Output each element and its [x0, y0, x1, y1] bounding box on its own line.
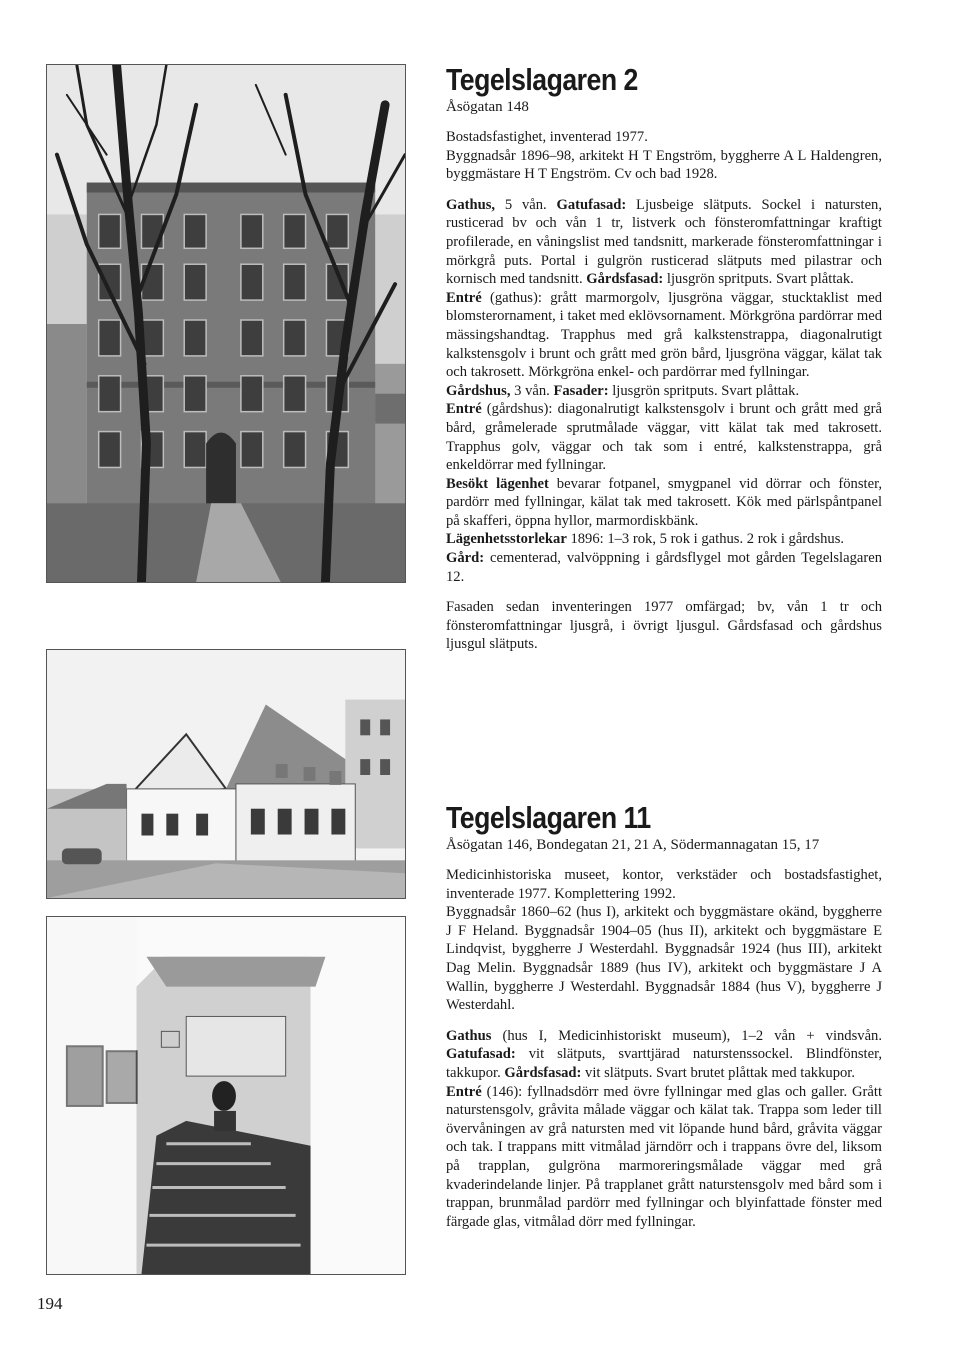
entre-paragraph	[446, 289, 882, 382]
label: Gårdshus,	[446, 382, 511, 399]
text: (gårdshus): diagonalrutigt kalkstensgolv i brunt och grått med grå bård, gråmelerade sprutmålade väggar, vitt kälat tak med takrosett. Trapphus golv, väggar och tak som i entré, kalkstenstrappa, grå enkeldörrar med fyllningar.	[446, 401, 882, 474]
text: cementerad, valvöppning i gårdsflygel mot gården Tegelslagaren 12.	[446, 550, 882, 585]
gardshus-paragraph	[446, 382, 882, 401]
photo-building-facade	[46, 64, 406, 583]
intro-line: Byggnadsår 1896–98, arkitekt H T Engström, byggherre A L Haldengren, byggmästare H T Engström. Cv och bad 1928.	[446, 147, 882, 183]
label: Gård:	[446, 550, 485, 567]
label: Entré	[446, 289, 482, 306]
page-number: 194	[37, 1294, 63, 1313]
besokt-paragraph	[446, 475, 882, 531]
intro-line: Byggnadsår 1860–62 (hus I), arkitekt och byggmästare okänd, byggherre J F Heland. Byggnadsår 1904–05 (hus II), arkitekt och byggmästare E Lindqvist, byggherre J Westerdahl. Byggnadsår 1924 (hus III), arkitekt Dag Melin. Byggnadsår 1889 (hus IV), arkitekt och byggmästare J A Wallin, byggherre J Westerdahl. Byggnadsår 1884 (hus V), byggherre J Westerdahl.	[446, 904, 882, 1014]
note-paragraph: Fasaden sedan inventeringen 1977 omfärgad; bv, vån 1 tr och fönsteromfattningar ljusgrå, i övrigt ljusgul. Gårdsfasad och gårdshus ljusgul slätputs.	[446, 599, 882, 653]
section-title: Tegelslagaren 2	[446, 62, 638, 97]
text: ljusgrön spritputs. Svart plåttak.	[663, 271, 854, 288]
text: (gathus): grått marmorgolv, ljusgröna väggar, stucktaklist med blomsterornament, i taket med eklövsornament. Mörkgröna pardörrar med mässingshandtag. Trapphus med grå kalkstenstrappa, diagonalrutigt kalkstensgolv i brunt och grått med grön bård, ljusgröna väggar, kälat tak och takrosett. Mörkgröna enkel- och pardörrar med fyllningar.	[446, 289, 882, 381]
text: 1896: 1–3 rok, 5 rok i gathus. 2 rok i gårdshus.	[566, 531, 845, 548]
text: (146): fyllnadsdörr med övre fyllningar med glas och galler. Grått naturstensgolv, gråvita målade väggar och kälat tak. Trappa som leder till övervåningen av grå natursten med vit löpande hund bård, gråvita väggar och tak. I trappans mitt vitmålad järndörr och i trappans övre del, liksom på trapplan, gulgröna marmoreringsmålade väggar med grå kvaderindelande linjer. På trapplanet grått naturstensgolv med bård som i trappan, brunmålad pardörr med fyllningar och blyinfattade fönster med färgade glas, vitmålad dörr med fyllningar.	[446, 1083, 882, 1230]
text: (hus I, Medicinhistoriskt museum), 1–2 vån + vindsvån.	[491, 1027, 882, 1044]
text: vit slätputs, svarttjärad naturstenssockel. Blindfönster, takkupor.	[446, 1046, 882, 1081]
label: Gathus	[446, 1027, 492, 1044]
text: 5 vån.	[495, 196, 557, 213]
lagenhet-paragraph	[446, 530, 882, 549]
gathus-paragraph	[446, 1027, 882, 1083]
text: ljusgrön spritputs. Svart plåttak.	[608, 382, 800, 399]
label: Fasader:	[553, 382, 609, 399]
label: Besökt lägenhet	[446, 475, 549, 492]
label: Gatufasad:	[556, 196, 627, 213]
section-title: Tegelslagaren 11	[446, 800, 651, 835]
section-address: Åsögatan 146, Bondegatan 21, 21 A, Södermannagatan 15, 17	[446, 837, 820, 853]
text: Ljusbeige slätputs. Sockel i natursten, rusticerad bv och vån 1 tr, listverk och fönsteromfattningar kraftigt profilerade, en våningslist med tandsnitt, markerade fönsteromfattningar i mörkgrå puts. Portal i gulgrön rusticerad slätputs med pilastrar och kornisch med tandsnitt.	[446, 196, 882, 288]
photo-staircase-interior	[46, 916, 406, 1275]
section-tegelslagaren-11	[446, 802, 882, 1231]
photo-street-corner	[46, 649, 406, 899]
label: Entré	[446, 401, 482, 418]
label: Lägenhetsstorlekar	[446, 531, 567, 548]
text: vit slätputs. Svart brutet plåttak med takkupor.	[581, 1064, 855, 1081]
text: 3 vån.	[510, 382, 554, 399]
section-tegelslagaren-2	[446, 64, 882, 654]
gathus-paragraph	[446, 196, 882, 289]
entre-gardshus-paragraph	[446, 400, 882, 474]
intro-line: Medicinhistoriska museet, kontor, verkstäder och bostadsfastighet, inventerade 1977. Komplettering 1992.	[446, 867, 882, 902]
section-address: Åsögatan 148	[446, 99, 529, 115]
text: bevarar fotpanel, smygpanel vid dörrar och fönster, pardörr med fyllningar, kälat tak med takrosett. Kök med pärlspåntpanel på skafferi, öppna hyllor, marmordiskbänk.	[446, 475, 882, 529]
label: Gathus,	[446, 196, 496, 213]
label: Gårdsfasad:	[504, 1064, 582, 1081]
label: Entré	[446, 1083, 482, 1100]
label: Gatufasad:	[446, 1046, 516, 1063]
gard-paragraph	[446, 549, 882, 586]
entre-paragraph	[446, 1083, 882, 1232]
intro-line: Bostadsfastighet, inventerad 1977.	[446, 129, 648, 145]
label: Gårdsfasad:	[586, 271, 664, 288]
